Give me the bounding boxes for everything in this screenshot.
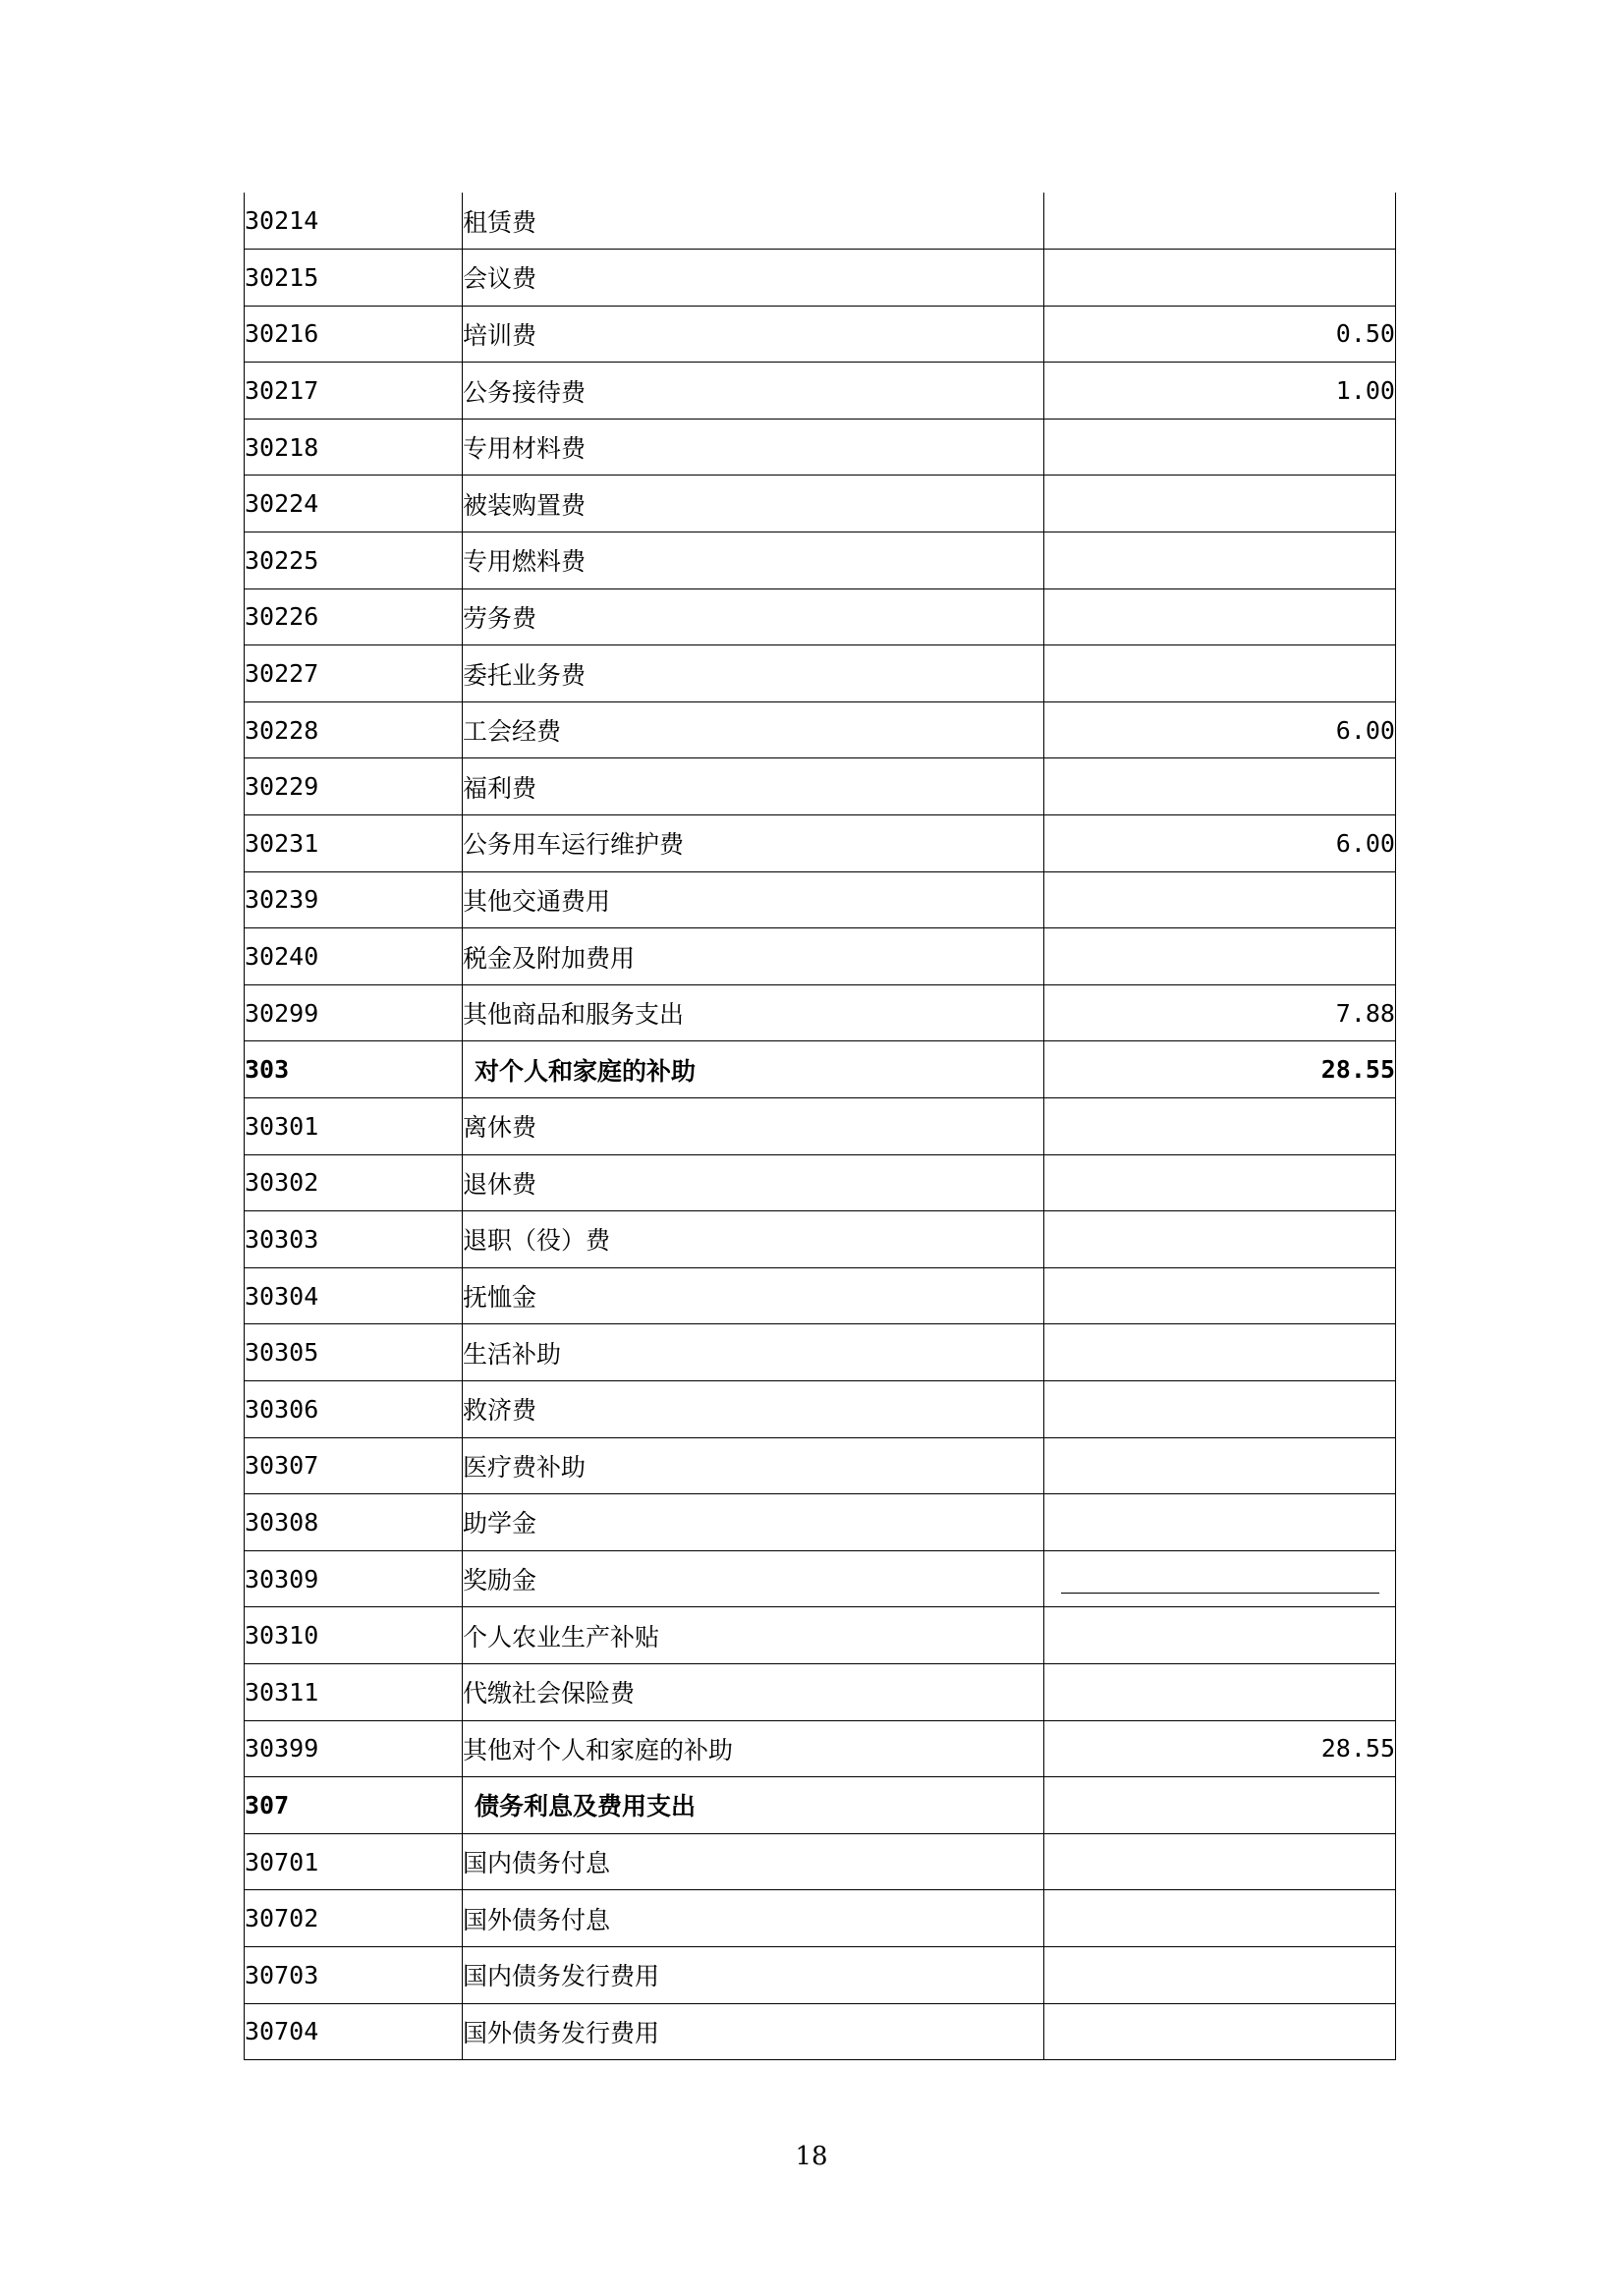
table-row <box>245 758 1396 815</box>
table-row <box>245 1720 1396 1777</box>
table-row <box>245 645 1396 702</box>
subject-code-cell: 30299 <box>245 984 463 1041</box>
amount-cell <box>1044 1098 1396 1155</box>
subject-code-cell: 30224 <box>245 476 463 532</box>
amount-cell <box>1044 1607 1396 1664</box>
table-row <box>245 1833 1396 1890</box>
amount-cell <box>1044 758 1396 815</box>
subject-name-cell: 国外债务付息 <box>463 1890 1044 1947</box>
table-row <box>245 1946 1396 2003</box>
subject-name-cell: 税金及附加费用 <box>463 928 1044 985</box>
subject-code-cell: 30311 <box>245 1663 463 1720</box>
table-row <box>245 1663 1396 1720</box>
subject-name-cell: 个人农业生产补贴 <box>463 1607 1044 1664</box>
subject-name-cell: 代缴社会保险费 <box>463 1663 1044 1720</box>
amount-cell <box>1044 193 1396 250</box>
table-row <box>245 1267 1396 1324</box>
table-row <box>245 701 1396 758</box>
subject-name-cell: 生活补助 <box>463 1324 1044 1381</box>
table-row <box>245 1154 1396 1211</box>
table-row <box>245 1098 1396 1155</box>
table-row <box>245 532 1396 589</box>
subject-code-cell: 30399 <box>245 1720 463 1777</box>
amount-cell <box>1044 1267 1396 1324</box>
table-row <box>245 984 1396 1041</box>
subject-name-cell: 抚恤金 <box>463 1267 1044 1324</box>
amount-cell <box>1044 1663 1396 1720</box>
subject-code-cell: 30216 <box>245 306 463 363</box>
subject-name-cell: 工会经费 <box>463 701 1044 758</box>
amount-cell <box>1044 645 1396 702</box>
subject-code-cell: 30704 <box>245 2003 463 2060</box>
subject-name-cell: 对个人和家庭的补助 <box>463 1041 1044 1098</box>
amount-cell: 28.55 <box>1044 1041 1396 1098</box>
amount-cell: 6.00 <box>1044 701 1396 758</box>
subject-name-cell: 会议费 <box>463 250 1044 307</box>
subject-code-cell: 30225 <box>245 532 463 589</box>
subject-name-cell: 培训费 <box>463 306 1044 363</box>
subject-code-cell: 30302 <box>245 1154 463 1211</box>
amount-cell <box>1044 1211 1396 1268</box>
subject-code-cell: 30305 <box>245 1324 463 1381</box>
table-row <box>245 1380 1396 1437</box>
subject-name-cell: 其他商品和服务支出 <box>463 984 1044 1041</box>
subject-name-cell: 助学金 <box>463 1494 1044 1551</box>
subject-code-cell: 30308 <box>245 1494 463 1551</box>
subject-name-cell: 国外债务发行费用 <box>463 2003 1044 2060</box>
subject-code-cell: 30309 <box>245 1550 463 1607</box>
amount-cell <box>1044 1154 1396 1211</box>
table-row <box>245 588 1396 645</box>
category-row <box>245 1041 1396 1098</box>
subject-code-cell: 30301 <box>245 1098 463 1155</box>
expenditure-table-body <box>245 193 1396 2060</box>
amount-cell: 1.00 <box>1044 363 1396 420</box>
amount-cell <box>1044 1890 1396 1947</box>
subject-name-cell: 委托业务费 <box>463 645 1044 702</box>
subject-code-cell: 30303 <box>245 1211 463 1268</box>
subject-code-cell: 30306 <box>245 1380 463 1437</box>
amount-cell <box>1044 1833 1396 1890</box>
amount-cell: 7.88 <box>1044 984 1396 1041</box>
amount-cell: 0.50 <box>1044 306 1396 363</box>
subject-name-cell: 离休费 <box>463 1098 1044 1155</box>
amount-cell <box>1044 871 1396 928</box>
amount-cell <box>1044 2003 1396 2060</box>
subject-name-cell: 专用燃料费 <box>463 532 1044 589</box>
subject-code-cell: 30227 <box>245 645 463 702</box>
table-row <box>245 1437 1396 1494</box>
amount-cell: 6.00 <box>1044 815 1396 872</box>
subject-name-cell: 国内债务发行费用 <box>463 1946 1044 2003</box>
table-row <box>245 2003 1396 2060</box>
subject-code-cell: 30231 <box>245 815 463 872</box>
subject-code-cell: 30226 <box>245 588 463 645</box>
table-row <box>245 363 1396 420</box>
subject-name-cell: 专用材料费 <box>463 419 1044 476</box>
table-row <box>245 306 1396 363</box>
subject-code-cell: 30215 <box>245 250 463 307</box>
table-row <box>245 1550 1396 1607</box>
subject-name-cell: 退职（役）费 <box>463 1211 1044 1268</box>
table-row <box>245 928 1396 985</box>
table-row <box>245 476 1396 532</box>
amount-cell <box>1044 419 1396 476</box>
subject-code-cell: 30214 <box>245 193 463 250</box>
subject-code-cell: 30703 <box>245 1946 463 2003</box>
table-row <box>245 1890 1396 1947</box>
amount-cell <box>1044 1324 1396 1381</box>
table-row <box>245 1607 1396 1664</box>
subject-code-cell: 307 <box>245 1777 463 1834</box>
amount-underline <box>1061 1593 1379 1594</box>
amount-cell <box>1044 928 1396 985</box>
subject-code-cell: 30239 <box>245 871 463 928</box>
subject-name-cell: 医疗费补助 <box>463 1437 1044 1494</box>
amount-cell <box>1044 532 1396 589</box>
subject-name-cell: 奖励金 <box>463 1550 1044 1607</box>
expenditure-table <box>244 193 1396 2060</box>
subject-name-cell: 被装购置费 <box>463 476 1044 532</box>
subject-code-cell: 30310 <box>245 1607 463 1664</box>
amount-cell <box>1044 1777 1396 1834</box>
subject-name-cell: 退休费 <box>463 1154 1044 1211</box>
table-row <box>245 815 1396 872</box>
subject-name-cell: 国内债务付息 <box>463 1833 1044 1890</box>
subject-code-cell: 30240 <box>245 928 463 985</box>
amount-cell <box>1044 1550 1396 1607</box>
subject-name-cell: 福利费 <box>463 758 1044 815</box>
subject-code-cell: 30229 <box>245 758 463 815</box>
subject-name-cell: 其他对个人和家庭的补助 <box>463 1720 1044 1777</box>
subject-name-cell: 劳务费 <box>463 588 1044 645</box>
subject-code-cell: 30701 <box>245 1833 463 1890</box>
amount-cell <box>1044 476 1396 532</box>
subject-name-cell: 公务接待费 <box>463 363 1044 420</box>
subject-code-cell: 30218 <box>245 419 463 476</box>
amount-cell <box>1044 1946 1396 2003</box>
amount-cell: 28.55 <box>1044 1720 1396 1777</box>
table-row <box>245 1494 1396 1551</box>
subject-code-cell: 30307 <box>245 1437 463 1494</box>
subject-name-cell: 救济费 <box>463 1380 1044 1437</box>
subject-code-cell: 303 <box>245 1041 463 1098</box>
table-row <box>245 250 1396 307</box>
category-row <box>245 1777 1396 1834</box>
table-row <box>245 871 1396 928</box>
table-row <box>245 1324 1396 1381</box>
subject-name-cell: 债务利息及费用支出 <box>463 1777 1044 1834</box>
page-number: 18 <box>795 2142 828 2171</box>
table-row <box>245 419 1396 476</box>
amount-cell <box>1044 250 1396 307</box>
amount-cell <box>1044 1380 1396 1437</box>
subject-code-cell: 30304 <box>245 1267 463 1324</box>
amount-cell <box>1044 1494 1396 1551</box>
amount-cell <box>1044 588 1396 645</box>
table-row <box>245 193 1396 250</box>
subject-code-cell: 30217 <box>245 363 463 420</box>
subject-name-cell: 其他交通费用 <box>463 871 1044 928</box>
subject-name-cell: 公务用车运行维护费 <box>463 815 1044 872</box>
subject-code-cell: 30228 <box>245 701 463 758</box>
table-row <box>245 1211 1396 1268</box>
subject-name-cell: 租赁费 <box>463 193 1044 250</box>
amount-cell <box>1044 1437 1396 1494</box>
subject-code-cell: 30702 <box>245 1890 463 1947</box>
